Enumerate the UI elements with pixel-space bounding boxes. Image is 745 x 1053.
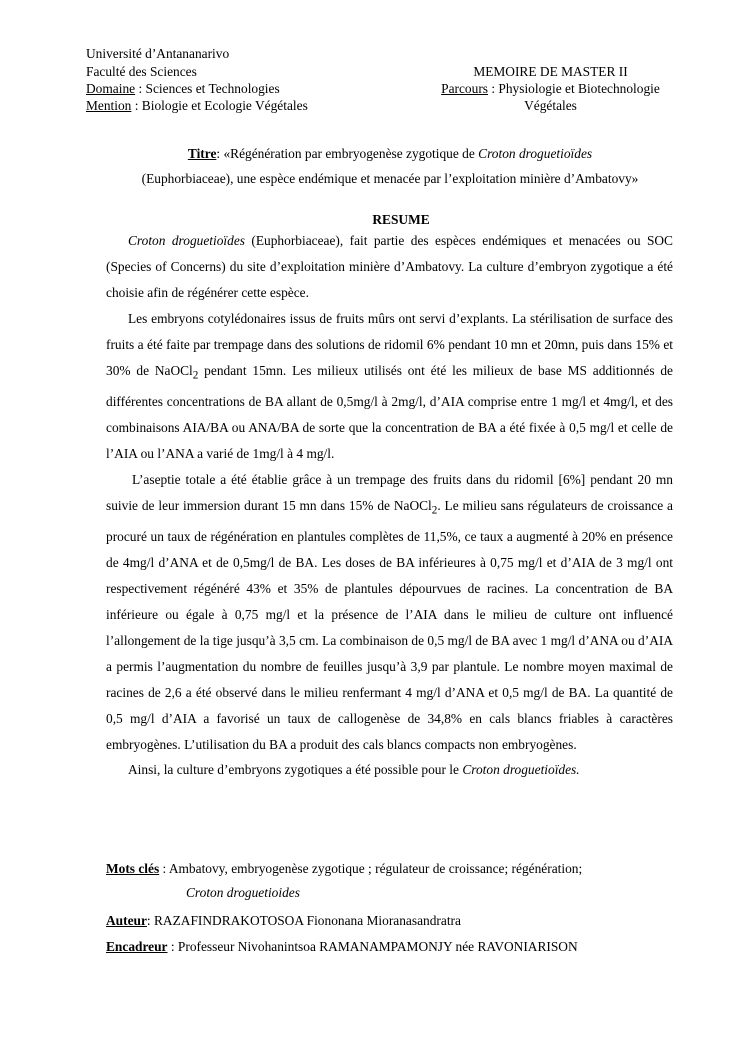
mention-line [86,97,308,114]
domaine-label: Domaine [86,81,136,96]
parcours-value-cont: Végétales [524,98,577,113]
title-text-a: : «Régénération par embryogenèse zygotique de [216,146,479,161]
keywords-text: : Ambatovy, embryogenèse zygotique ; régulateur de croissance; régénération; [159,861,583,876]
university-name: Université d’Antananarivo [86,46,230,61]
p1-text: (Euphorbiaceae), fait partie des espèces endémiques et menacées ou SOC (Species of Concerns) du site d’exploitation minière d’Ambatovy. La culture d’embryon zygotique a été choisie afin de régénérer cette espèce. [106,233,673,300]
p3-text-b: . Le milieu sans régulateurs de croissance a procuré un taux de régénération en plantules complètes de 11,5%, ce taux a augmenté à 20% en présence de 4mg/l d’ANA et de 0,5mg/l de BA. Les doses de BA inférieures à 0,75 mg/l et d’AIA de 3 mg/l ont respectivement régénéré 43% et 35% de plantules dépourvues de racines. La concentration de BA inférieure ou égale à 0,75 mg/l et la présence de l’AIA dans le milieu de culture ont influencé l’allongement de la tige jusqu’à 3,5 cm. La combinaison de 0,5 mg/l de BA avec 1 mg/l d’ANA ou d’AIA a permis l’augmentation du nombre de feuilles jusqu’à 3,9 par plantule. Le nombre moyen maximal de racines de 2,6 a été observé dans le milieu renfermant 4 mg/l d’ANA et 0,5 mg/l de BA. La quantité de 0,5 mg/l d’AIA a favorisé un taux de callogenèse de 34,8% en cals blancs friables à caractères embryogènes. L’utilisation du BA a produit des cals blancs compacts non embryogènes. [106,497,673,752]
p2-subscript: 2 [192,369,199,382]
p2-text-b: pendant 15mn. Les milieux utilisés ont été les milieux de base MS additionnés de différentes concentrations de BA allant de 0,5mg/l à 2mg/l, d’AIA comprise entre 1 mg/l et 4mg/l, et des combinaisons AIA/BA ou ANA/BA de sorte que la concentration de BA a été fixée à 0,5 mg/l et celle de l’AIA ou l’ANA a varié de 1mg/l à 4 mg/l. [106,362,673,461]
p1-species: Croton droguetioïdes [128,233,245,248]
title-label: Titre [187,146,217,161]
faculty-name: Faculté des Sciences [86,64,197,79]
resume-paragraph-4 [106,757,673,783]
title-species: Croton droguetioïdes [478,146,593,161]
keywords-species: Croton droguetioides [186,884,300,900]
parcours-value: : Physiologie et Biotechnologie [488,81,660,96]
keywords-section [106,857,673,904]
resume-heading: RESUME [372,212,430,227]
p2-text-a: Les embryons cotylédonaires issus de fruits mûrs ont servi d’explants. La stérilisation de surface des fruits a été faite par trempage dans des solutions de ridomil 6% pendant 10 mn et 20mn, puis dans 15% et 30% de NaOCl [106,310,673,378]
supervisor-name: : Professeur Nivohanintsoa RAMANAMPAMONJY née RAVONIARISON [167,939,578,954]
author-line [106,909,673,933]
title-line-1 [100,141,680,166]
memoire-label: MEMOIRE DE MASTER II [473,64,628,79]
keywords-line [106,857,673,881]
p3-text-a: L’aseptie totale a été établie grâce à un trempage des fruits dans du ridomil [6%] pendant 20 mn suivie de leur immersion durant 15 mn dans 15% de NaOCl [106,471,673,513]
resume-paragraph-3 [106,467,673,758]
p3-subscript: 2 [431,504,438,517]
supervisor-line [106,935,673,959]
domaine-line [86,80,280,97]
resume-body [106,228,673,783]
parcours-label: Parcours [441,81,488,96]
domaine-value: : Sciences et Technologies [135,81,280,96]
supervisor-label: Encadreur [106,939,168,954]
thesis-title [100,141,680,191]
author-label: Auteur [106,913,147,928]
p4-species: Croton droguetioïdes. [462,762,580,778]
resume-paragraph-2 [106,306,673,467]
mention-label: Mention [86,98,132,113]
keywords-label: Mots clés [106,861,160,876]
p4-text: Ainsi, la culture d’embryons zygotiques a été possible pour le [128,762,463,778]
title-line-2: (Euphorbiaceae), une espèce endémique et menacée par l’exploitation minière d’Ambatovy» [141,171,639,186]
author-name: : RAZAFINDRAKOTOSOA Fiononana Mioranasandratra [146,913,461,928]
mention-value: : Biologie et Ecologie Végétales [131,98,308,113]
parcours-line [423,80,678,97]
resume-paragraph-1 [106,228,673,306]
